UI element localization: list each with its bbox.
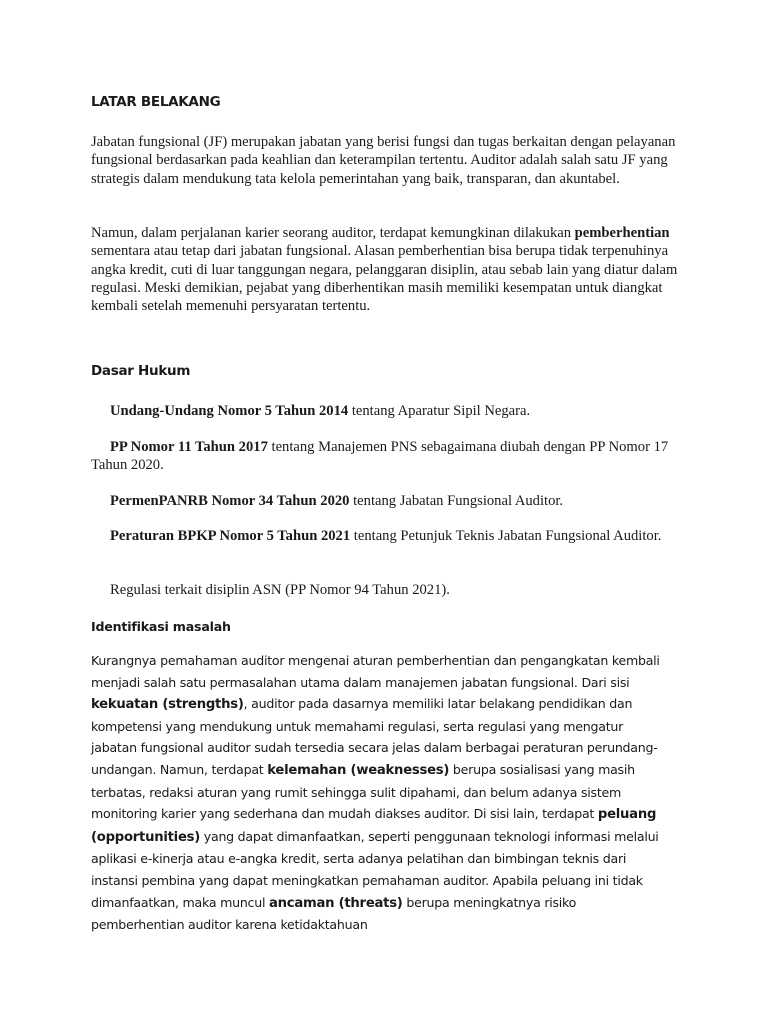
law-title: PermenPANRB Nomor 34 Tahun 2020 (110, 493, 350, 509)
bold-term-weaknesses: kelemahan (weaknesses) (267, 762, 450, 778)
law-description: tentang Aparatur Sipil Negara. (348, 403, 531, 419)
law-item (91, 438, 681, 475)
paragraph-text: berupa sosialisasi yang masih terbatas, redaksi aturan yang rumit sehingga sulit dipahami, dan belum adanya sistem monitoring karier yang sederhana dan mudah diakses auditor. Di sisi lain, terdapat (91, 761, 635, 822)
paragraph-intro: Jabatan fungsional (JF) merupakan jabatan yang berisi fungsi dan tugas berkaitan dengan pelayanan fungsional berdasarkan pada keahlian dan keterampilan tertentu. Auditor adalah salah satu JF yang strategis dalam mendukung tata kelola pemerintahan yang baik, transparan, dan akuntabel. (91, 134, 676, 187)
paragraph-text: berupa meningkatnya risiko pemberhentian auditor karena ketidaktahuan (91, 894, 577, 933)
section-heading-latar-belakang: LATAR BELAKANG (91, 94, 221, 110)
section-heading-identifikasi-masalah: Identifikasi masalah (91, 619, 231, 634)
law-item (91, 402, 681, 420)
paragraph-text: Namun, dalam perjalanan karier seorang auditor, terdapat kemungkinan dilakukan (91, 225, 575, 241)
bold-term-strengths: kekuatan (strengths) (91, 697, 244, 713)
law-title: PP Nomor 11 Tahun 2017 (110, 439, 268, 455)
law-title: Peraturan BPKP Nomor 5 Tahun 2021 (110, 528, 351, 544)
paragraph-pemberhentian (91, 224, 681, 315)
bold-term-pemberhentian: pemberhentian (574, 225, 670, 241)
law-item (91, 492, 681, 510)
law-description: tentang Manajemen PNS sebagaimana diubah dengan PP Nomor 17 Tahun 2020. (91, 439, 669, 474)
law-description: tentang Jabatan Fungsional Auditor. (349, 493, 564, 509)
law-title: Undang-Undang Nomor 5 Tahun 2014 (110, 403, 349, 419)
bold-term-threats: ancaman (threats) (268, 895, 403, 911)
section-heading-dasar-hukum: Dasar Hukum (91, 363, 191, 379)
paragraph-swot-analysis (91, 650, 671, 936)
paragraph-text: , auditor pada dasarnya memiliki latar belakang pendidikan dan kompetensi yang mendukung untuk memahami regulasi, serta regulasi yang mengatur jabatan fungsional auditor sudah tersedia secara jelas dalam berbagai peraturan perundang-undangan. Namun, terdapat (91, 696, 658, 777)
paragraph-text: Kurangnya pemahaman auditor mengenai aturan pemberhentian dan pengangkatan kembali menjadi salah satu permasalahan utama dalam manajemen jabatan fungsional. Dari sisi (91, 653, 660, 690)
paragraph-text: yang dapat dimanfaatkan, seperti penggunaan teknologi informasi melalui aplikasi e-kinerja atau e-angka kredit, serta adanya pelatihan dan bimbingan teknis dari instansi pembina yang dapat meningkatkan pemahaman auditor. Apabila peluang ini tidak dimanfaatkan, maka muncul (91, 828, 659, 910)
law-description: tentang Petunjuk Teknis Jabatan Fungsional Auditor. (350, 528, 662, 544)
paragraph-text: sementara atau tetap dari jabatan fungsional. Alasan pemberhentian bisa berupa tidak terpenuhinya angka kredit, cuti di luar tanggungan negara, pelanggaran disiplin, atau sebab lain yang diatur dalam regulasi. Meski demikian, pejabat yang diberhentikan masih memiliki kesempatan untuk diangkat kembali setelah memenuhi persyaratan tertentu. (91, 243, 678, 315)
bold-term-opportunities: peluang (opportunities) (91, 807, 657, 845)
law-item (91, 581, 681, 599)
law-description: Regulasi terkait disiplin ASN (PP Nomor 94 Tahun 2021). (110, 582, 450, 598)
law-item (91, 527, 681, 545)
